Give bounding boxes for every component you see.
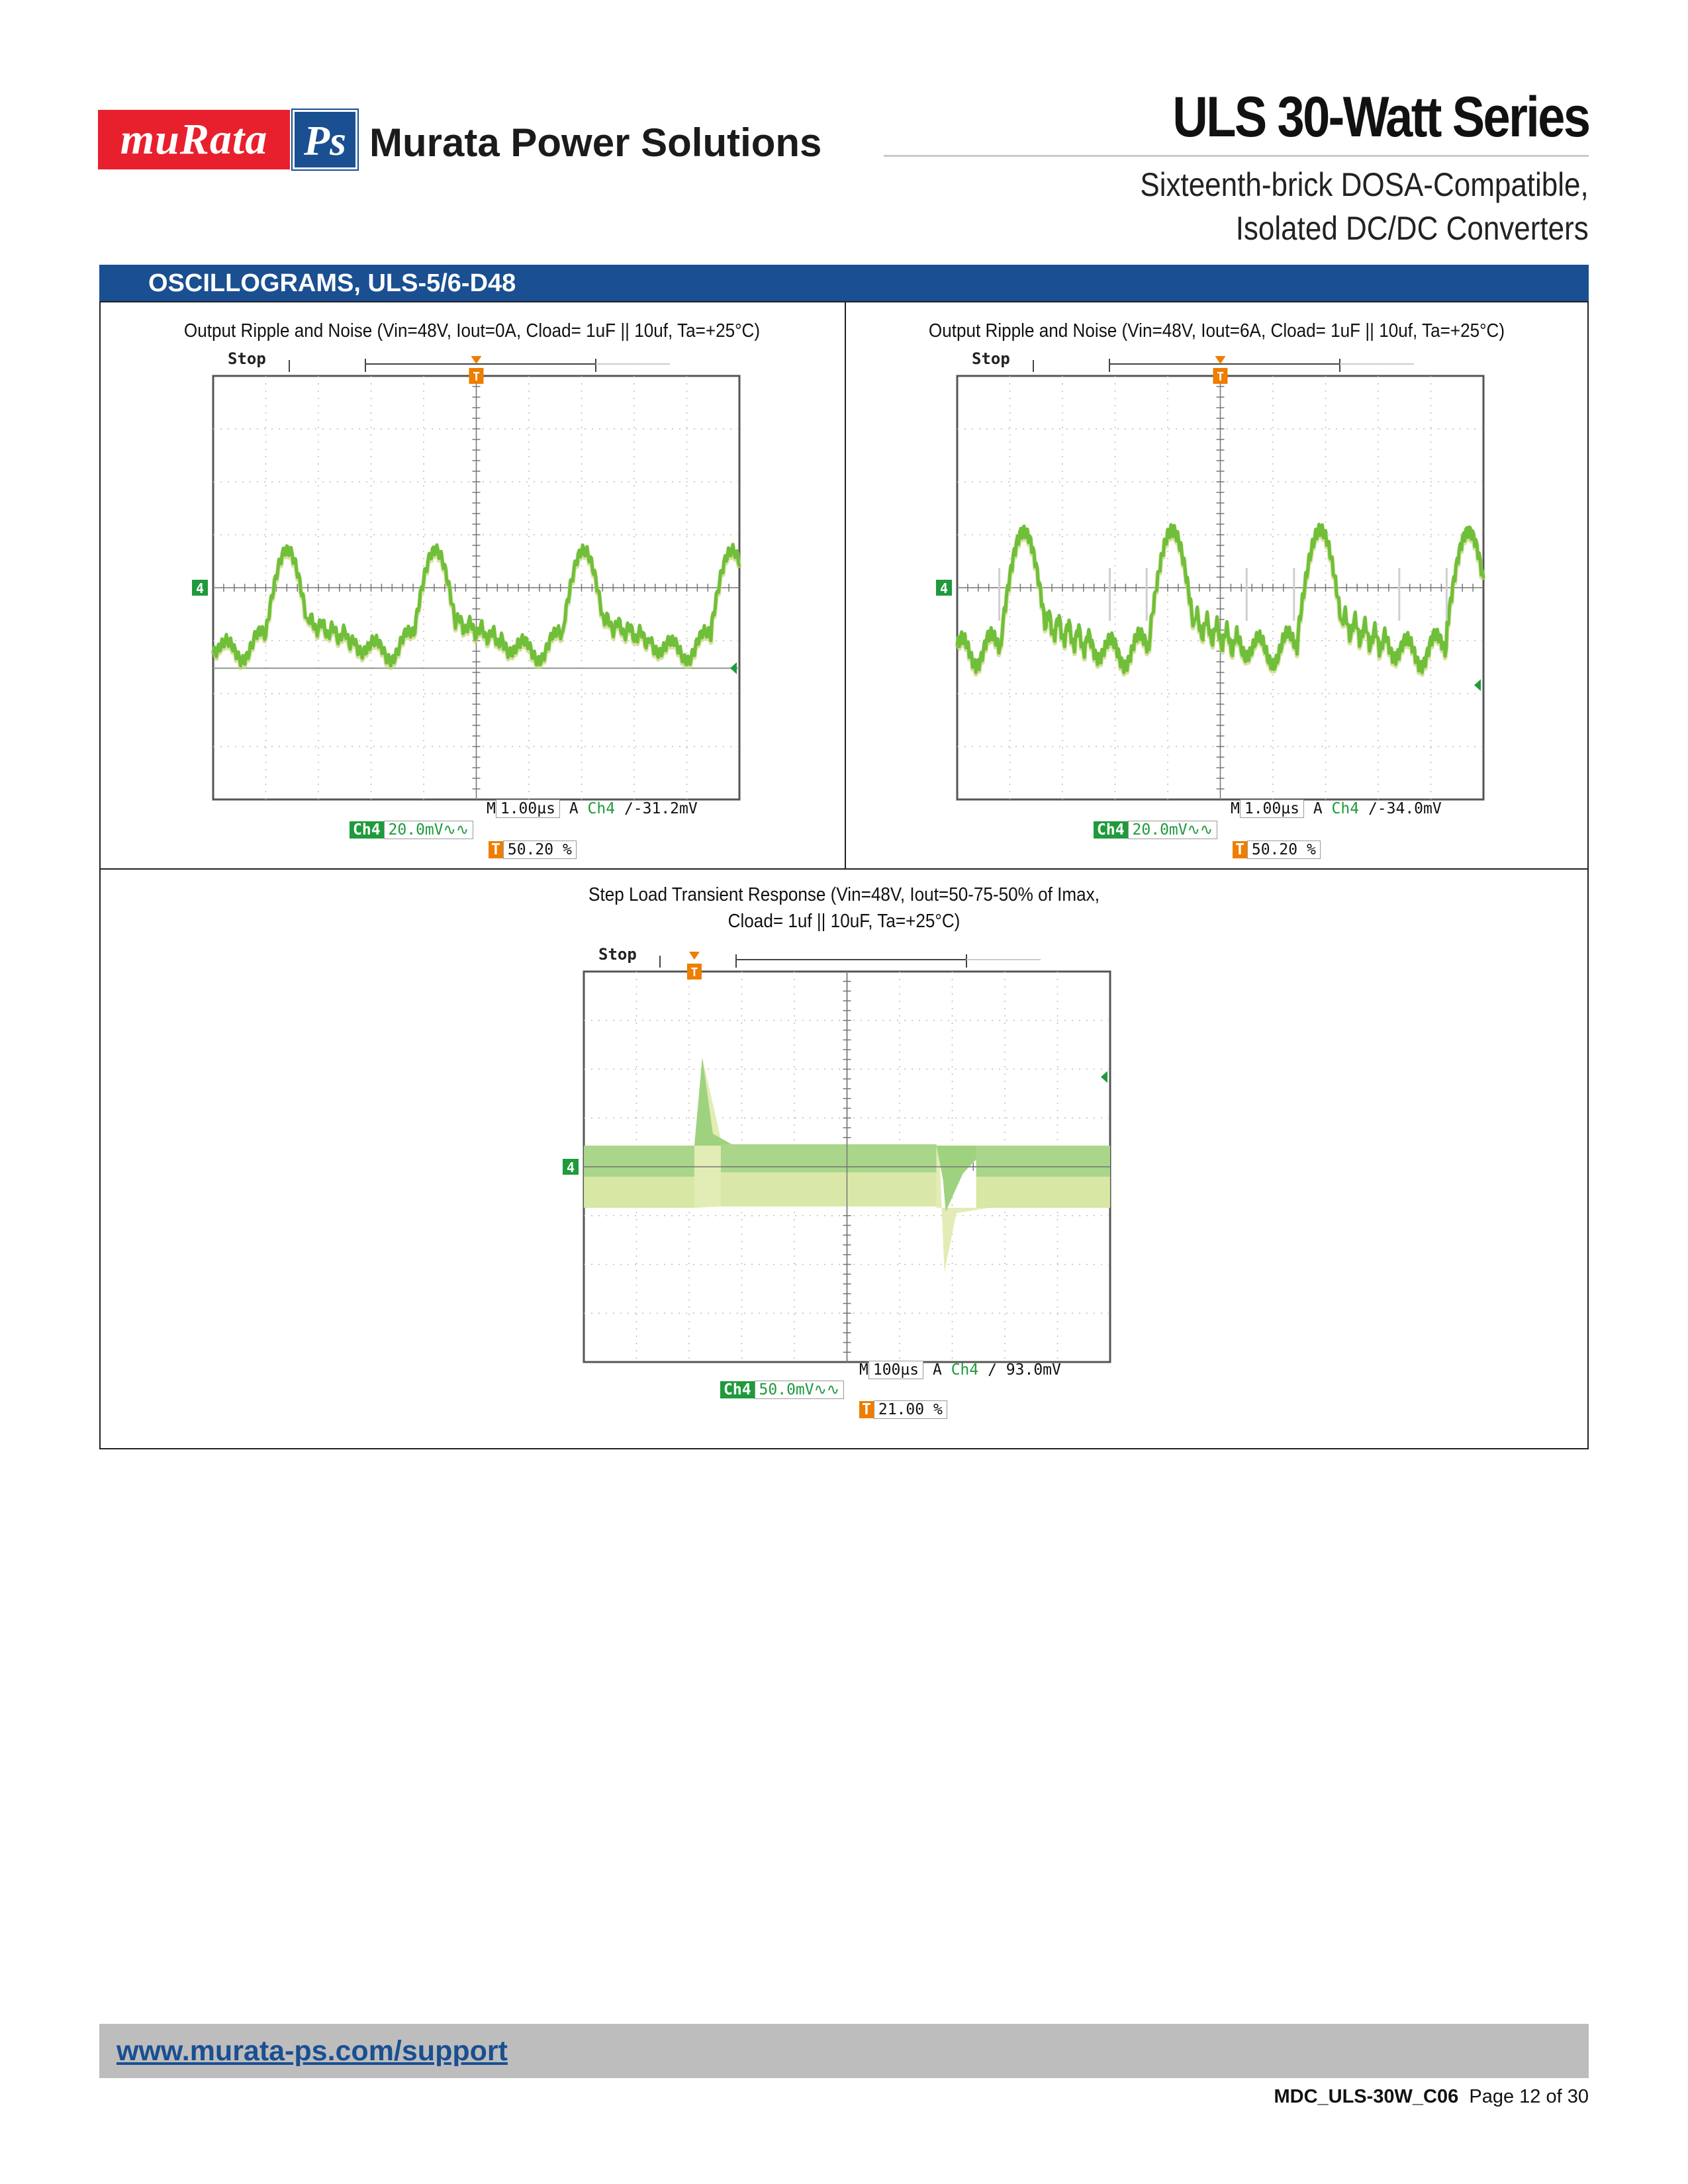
scope-1-trigger-position-readout: [489, 841, 577, 859]
scope-3-trigger-channel: Ch4: [951, 1361, 979, 1379]
scope-2-channel-label: Ch4: [1094, 821, 1128, 839]
trigger-marker-label: T: [690, 966, 698, 979]
scope-3-channel-label: Ch4: [720, 1381, 755, 1398]
murata-logo: muRata: [98, 110, 290, 169]
scope-3-caption-line-1: Step Load Transient Response (Vin=48V, Iout=50-75-50% of Imax,: [588, 884, 1100, 905]
series-title: ULS 30-Watt Series: [1172, 85, 1589, 149]
scope-3-timebase-readout: [859, 1361, 1061, 1379]
scope-1-trigger-channel: Ch4: [587, 800, 616, 817]
scope-2-trigger-channel: Ch4: [1331, 800, 1360, 817]
trigger-point-arrow-icon: [689, 952, 700, 960]
scope-2-screen: [936, 349, 1492, 813]
scope-1-channel-label: Ch4: [350, 821, 384, 839]
frame-horizontal-divider: [99, 868, 1589, 870]
frame-vertical-divider: [845, 301, 846, 869]
scope-2-stop-label: Stop: [972, 349, 1010, 368]
scope-3-trigger-position-readout: [859, 1400, 947, 1419]
header-divider: [884, 155, 1589, 157]
subtitle-line-2: Isolated DC/DC Converters: [1235, 210, 1589, 247]
scope-2-trigger-level: ∕-34.0mV: [1368, 800, 1442, 817]
scope-1-timebase-label: M: [487, 800, 496, 817]
scope-1-caption: Output Ripple and Noise (Vin=48V, Iout=0A, Cload= 1uF || 10uf, Ta=+25°C): [183, 320, 761, 341]
company-name: Murata Power Solutions: [369, 120, 822, 165]
scope-1-screen: [192, 349, 748, 813]
scope-3-timebase: 100µs: [868, 1361, 923, 1379]
scope-3-trigger-position: 21.00 %: [874, 1400, 947, 1419]
scope-1: [192, 349, 748, 859]
scope-2-timebase: 1.00µs: [1240, 799, 1304, 818]
scope-2-trigger-pos-label: T: [1233, 841, 1247, 858]
scope-2-trigger-source-label: A: [1313, 800, 1323, 817]
noise-band-final-high: [976, 1146, 1110, 1177]
trigger-marker-label: T: [1217, 370, 1224, 384]
scope-1-trigger-position: 50.20 %: [503, 841, 577, 859]
scope-2-channel-scale: 20.0mV∿∿: [1128, 821, 1218, 839]
scope-2-trigger-position-readout: [1233, 841, 1321, 859]
noise-band-middle-high: [721, 1144, 937, 1172]
page-number: Page 12 of 30: [1469, 2086, 1589, 2107]
trigger-point-arrow-icon: [1215, 356, 1226, 364]
scope-2-timebase-label: M: [1231, 800, 1240, 817]
scope-3-timebase-label: M: [859, 1361, 868, 1379]
scope-1-channel-scale: 20.0mV∿∿: [384, 821, 474, 839]
scope-3-screen: [563, 945, 1119, 1375]
noise-band-initial-high: [584, 1146, 694, 1177]
scope-1-trigger-level: ∕-31.2mV: [624, 800, 698, 817]
scope-3: [563, 945, 1119, 1422]
scope-1-timebase: 1.00µs: [496, 799, 560, 818]
scope-2-channel-readout: [1094, 821, 1217, 839]
scope-3-channel-scale: 50.0mV∿∿: [755, 1381, 845, 1399]
channel-4-marker-label: 4: [939, 580, 949, 596]
trigger-point-arrow-icon: [471, 356, 482, 364]
scope-1-stop-label: Stop: [228, 349, 266, 368]
scope-3-trigger-level: ∕ 93.0mV: [988, 1361, 1061, 1379]
scope-1-channel-readout: [350, 821, 473, 839]
scope-3-stop-label: Stop: [598, 945, 637, 964]
support-link[interactable]: www.murata-ps.com/support: [117, 2035, 508, 2067]
subtitle-line-1: Sixteenth-brick DOSA-Compatible,: [1140, 166, 1589, 203]
scope-2-trigger-position: 50.20 %: [1247, 841, 1321, 859]
channel-4-marker-label: 4: [195, 580, 205, 596]
scope-2: [936, 349, 1492, 859]
trigger-marker-label: T: [473, 370, 480, 384]
scope-3-trigger-source-label: A: [932, 1361, 942, 1379]
document-id: [1274, 2086, 1589, 2108]
scope-3-caption-line-2: Cload= 1uf || 10uF, Ta=+25°C): [727, 911, 961, 932]
section-title-bar: OSCILLOGRAMS, ULS-5/6-D48: [99, 265, 1589, 301]
scope-2-timebase-readout: [1231, 799, 1442, 818]
scope-1-timebase-readout: [487, 799, 698, 818]
scope-1-trigger-pos-label: T: [489, 841, 503, 858]
ps-logo-icon: Ps: [293, 110, 357, 169]
document-code: MDC_ULS-30W_C06: [1274, 2086, 1459, 2107]
channel-4-marker-label: 4: [566, 1160, 575, 1175]
scope-1-trigger-source-label: A: [569, 800, 579, 817]
scope-3-trigger-pos-label: T: [859, 1401, 874, 1418]
scope-3-channel-readout: [720, 1381, 844, 1399]
scope-2-caption: Output Ripple and Noise (Vin=48V, Iout=6A, Cload= 1uF || 10uf, Ta=+25°C): [928, 320, 1505, 341]
